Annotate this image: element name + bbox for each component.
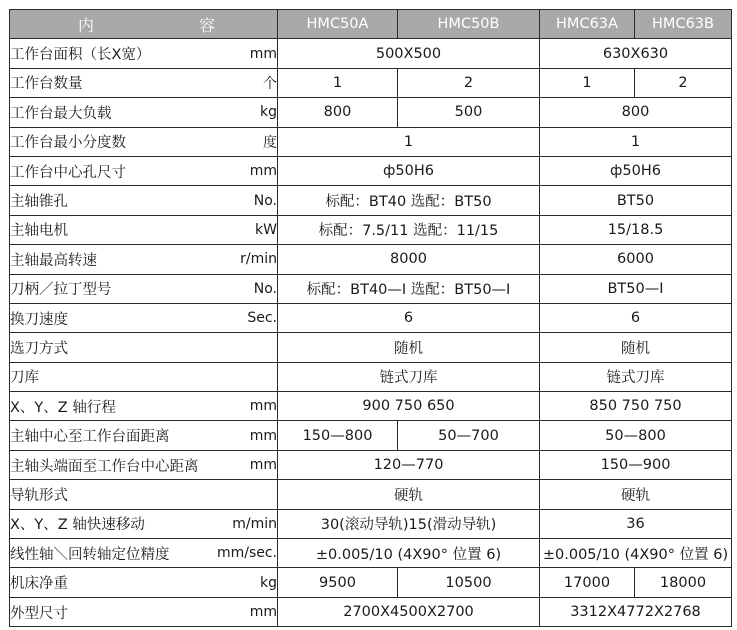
value-cell: 50—800 — [540, 421, 732, 450]
header-model-hmc50a: HMC50A — [278, 10, 398, 39]
value-cell: 硬轨 — [278, 480, 540, 509]
param-unit: No. — [253, 280, 277, 297]
value-cell: 2 — [398, 68, 540, 97]
param-unit: m/min — [232, 515, 277, 532]
value-cell: 15/18.5 — [540, 215, 732, 244]
param-unit: mm — [249, 163, 277, 180]
value-cell: 30(滚动导轨)15(滑动导轨) — [278, 509, 540, 538]
value-cell: 50—700 — [398, 421, 540, 450]
param-name: 主轴头端面至工作台中心距离 — [10, 458, 199, 475]
table-row — [10, 333, 732, 362]
value-cell: 1 — [278, 68, 398, 97]
value-cell: 120—770 — [278, 450, 540, 479]
param-name: 主轴锥孔 — [10, 194, 68, 211]
table-row — [10, 127, 732, 156]
value-cell: ±0.005/10 (4X90° 位置 6) — [540, 539, 732, 568]
param-unit: mm — [249, 457, 277, 474]
value-cell: 标配：7.5/11 选配：11/15 — [278, 215, 540, 244]
value-cell: 1 — [278, 127, 540, 156]
value-cell: 150—800 — [278, 421, 398, 450]
header-model-hmc50b: HMC50B — [398, 10, 540, 39]
param-cell — [10, 509, 278, 538]
spec-body — [10, 39, 732, 627]
param-cell — [10, 245, 278, 274]
table-row — [10, 421, 732, 450]
param-unit: kg — [260, 104, 277, 121]
value-cell: BT50 — [540, 186, 732, 215]
value-cell: 9500 — [278, 568, 398, 597]
param-cell — [10, 333, 278, 362]
table-row — [10, 597, 732, 626]
table-row — [10, 450, 732, 479]
param-unit: No. — [253, 192, 277, 209]
param-cell — [10, 274, 278, 303]
value-cell: 6000 — [540, 245, 732, 274]
table-row — [10, 68, 732, 97]
header-model-hmc63a: HMC63A — [540, 10, 635, 39]
table-row — [10, 156, 732, 185]
value-cell: 8000 — [278, 245, 540, 274]
param-name: 刀库 — [10, 370, 39, 387]
param-cell — [10, 156, 278, 185]
table-row — [10, 480, 732, 509]
value-cell: ф50H6 — [278, 156, 540, 185]
spec-table — [9, 9, 732, 627]
value-cell: 3312X4772X2768 — [540, 597, 732, 626]
value-cell: 800 — [540, 98, 732, 127]
param-unit: 度 — [263, 134, 277, 151]
header-label-right: 容 — [198, 15, 215, 35]
param-name: 刀柄／拉丁型号 — [10, 282, 112, 299]
value-cell: 2700X4500X2700 — [278, 597, 540, 626]
param-cell — [10, 362, 278, 391]
table-row — [10, 303, 732, 332]
value-cell: 150—900 — [540, 450, 732, 479]
param-cell — [10, 392, 278, 421]
table-row — [10, 509, 732, 538]
param-name: 导轨形式 — [10, 487, 68, 504]
param-name: 主轴中心至工作台面距离 — [10, 429, 170, 446]
param-name: 工作台面积（长X宽） — [10, 47, 151, 64]
value-cell: 18000 — [635, 568, 732, 597]
value-cell: 2 — [635, 68, 732, 97]
value-cell: 随机 — [540, 333, 732, 362]
value-cell: 1 — [540, 127, 732, 156]
table-row — [10, 539, 732, 568]
param-unit: mm — [249, 45, 277, 62]
table-row — [10, 274, 732, 303]
value-cell: 链式刀库 — [540, 362, 732, 391]
value-cell: 900 750 650 — [278, 392, 540, 421]
value-cell: 10500 — [398, 568, 540, 597]
value-cell: 6 — [278, 303, 540, 332]
table-row — [10, 392, 732, 421]
param-unit: Sec. — [247, 310, 277, 327]
param-name: 选刀方式 — [10, 340, 68, 357]
param-cell — [10, 127, 278, 156]
header-model-hmc63b: HMC63B — [635, 10, 732, 39]
value-cell: 500 — [398, 98, 540, 127]
param-name: 工作台最小分度数 — [10, 135, 126, 152]
table-row — [10, 245, 732, 274]
value-cell: ф50H6 — [540, 156, 732, 185]
header-content-label — [10, 10, 278, 39]
value-cell: 硬轨 — [540, 480, 732, 509]
table-row — [10, 215, 732, 244]
param-unit: kW — [255, 221, 277, 238]
param-name: 工作台最大负载 — [10, 105, 112, 122]
param-name: 机床净重 — [10, 576, 68, 593]
value-cell: 36 — [540, 509, 732, 538]
table-row — [10, 362, 732, 391]
table-row — [10, 568, 732, 597]
value-cell: 850 750 750 — [540, 392, 732, 421]
value-cell: 随机 — [278, 333, 540, 362]
param-unit: mm — [249, 427, 277, 444]
param-name: 外型尺寸 — [10, 605, 68, 622]
header-row — [10, 10, 732, 39]
param-cell — [10, 303, 278, 332]
value-cell: 800 — [278, 98, 398, 127]
param-name: 换刀速度 — [10, 311, 68, 328]
param-unit: kg — [260, 574, 277, 591]
param-unit: 个 — [263, 75, 277, 92]
param-cell — [10, 215, 278, 244]
param-cell — [10, 568, 278, 597]
param-name: 线性轴＼回转轴定位精度 — [10, 546, 170, 563]
param-name: 工作台中心孔尺寸 — [10, 164, 126, 181]
param-cell — [10, 98, 278, 127]
value-cell: 标配：BT40—I 选配：BT50—I — [278, 274, 540, 303]
value-cell: 6 — [540, 303, 732, 332]
param-unit: mm — [249, 398, 277, 415]
param-cell — [10, 539, 278, 568]
value-cell: 630X630 — [540, 39, 732, 68]
value-cell: 1 — [540, 68, 635, 97]
param-cell — [10, 39, 278, 68]
param-unit: mm/sec. — [216, 545, 277, 562]
value-cell: BT50—I — [540, 274, 732, 303]
param-cell — [10, 421, 278, 450]
value-cell: 17000 — [540, 568, 635, 597]
param-name: X、Y、Z 轴行程 — [10, 399, 116, 416]
param-name: 主轴电机 — [10, 223, 68, 240]
table-row — [10, 98, 732, 127]
param-unit: r/min — [240, 251, 277, 268]
table-row — [10, 186, 732, 215]
param-cell — [10, 450, 278, 479]
table-row — [10, 39, 732, 68]
param-name: 主轴最高转速 — [10, 252, 97, 269]
param-cell — [10, 480, 278, 509]
value-cell: 500X500 — [278, 39, 540, 68]
param-cell — [10, 186, 278, 215]
param-unit: mm — [249, 604, 277, 620]
value-cell: ±0.005/10 (4X90° 位置 6) — [278, 539, 540, 568]
param-name: 工作台数量 — [10, 76, 83, 93]
param-name: X、Y、Z 轴快速移动 — [10, 517, 145, 534]
header-label-left: 内 — [78, 15, 95, 35]
param-cell — [10, 68, 278, 97]
param-cell — [10, 597, 278, 626]
value-cell: 标配：BT40 选配：BT50 — [278, 186, 540, 215]
value-cell: 链式刀库 — [278, 362, 540, 391]
